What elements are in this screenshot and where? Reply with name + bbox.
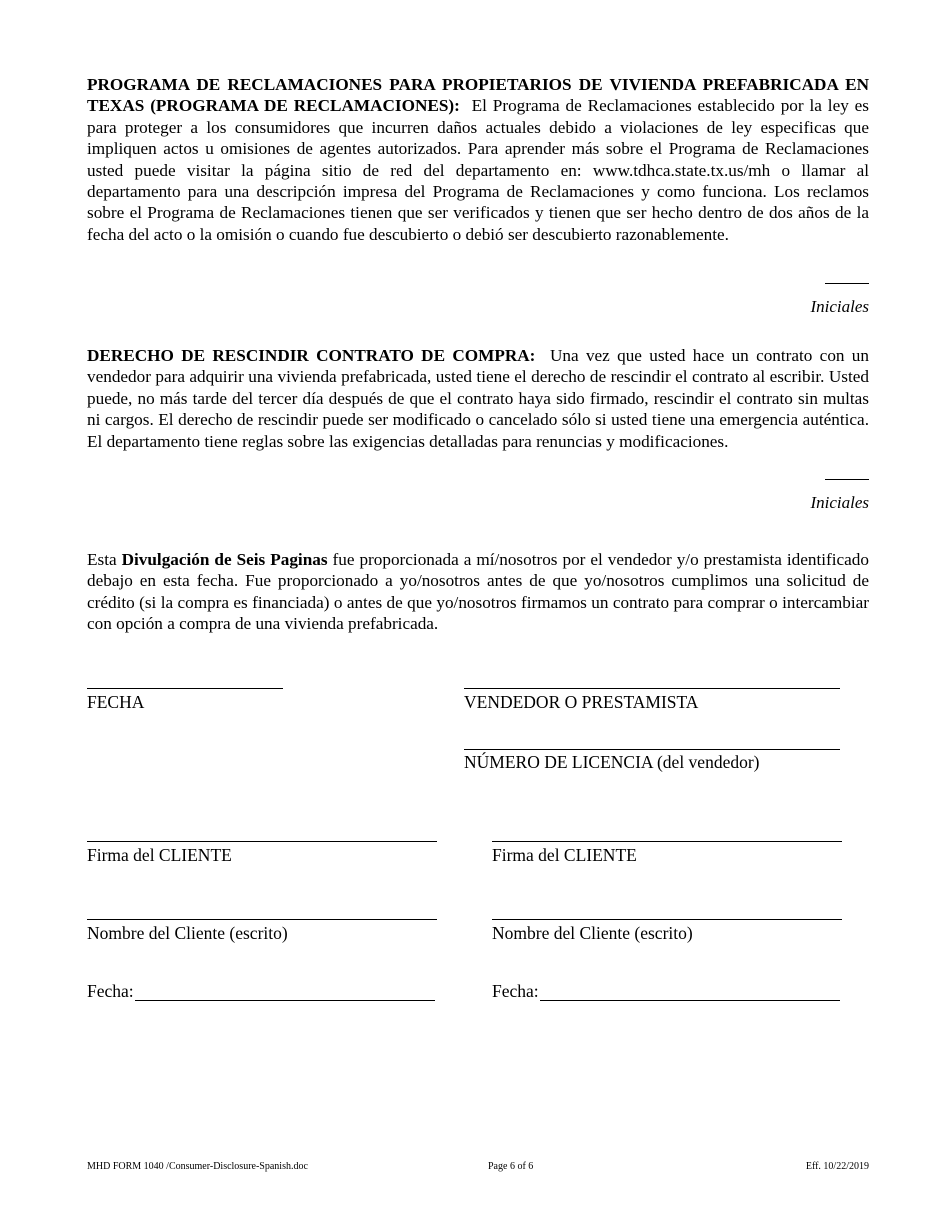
claims-program-body: El Programa de Reclamaciones establecido por la ley es para proteger a los consumidores que incurren daños actuales debido a violaciones de ley especificas que impliquen actos u omisiones de agentes autorizados. Para aprender más sobre el Programa de Reclamaciones usted puede visitar la página sitio de red del departamento en: www.tdhca.state.tx.us/mh o llamar al departamento para una descripción impresa del Programa de Reclamaciones y como funciona. Los reclamos sobre el Programa de Reclamaciones tienen que ser verificados y tienen que ser hecho dentro de dos años de la fecha del acto o la omisión o cuando fue descubierto o debió ser descubierto razonablemente. xyxy=(87,96,869,244)
initials-line-1 xyxy=(825,283,869,284)
rescind-heading: DERECHO DE RESCINDIR CONTRATO DE COMPRA: xyxy=(87,346,536,365)
rescind-body: Una vez que usted hace un contrato con un vendedor para adquirir una vivienda prefabricada, usted tiene el derecho de rescindir el contrato al escribir. Usted puede, no más tarde del tercer día después de que el contrato haya sido firmado, rescindir el contrato sin multas ni cargos. El derecho de rescindir puede ser modificado o cancelado sólo si usted tiene una emergencia auténtica. El departamento tiene reglas sobre las exigencias detalladas para renuncias y modificaciones. xyxy=(87,346,869,451)
fecha-label: FECHA xyxy=(87,692,145,712)
nombre-cliente-line-2[interactable] xyxy=(492,919,842,920)
claims-program-heading: PROGRAMA DE RECLAMACIONES PARA PROPIETARIOS DE VIVIENDA PREFABRICADA EN TEXAS (PROGRAMA DE RECLAMACIONES): xyxy=(87,75,869,116)
nombre-cliente-line-1[interactable] xyxy=(87,919,437,920)
vendedor-signature-line[interactable] xyxy=(464,688,840,689)
fecha-cliente-row-2 xyxy=(492,981,840,1001)
firma-cliente-line-2[interactable] xyxy=(492,841,842,842)
claims-program-paragraph xyxy=(87,74,869,245)
acknowledgement-prefix: Esta xyxy=(87,550,117,569)
firma-cliente-line-1[interactable] xyxy=(87,841,437,842)
acknowledgement-paragraph xyxy=(87,549,869,635)
acknowledgement-bold: Divulgación de Seis Paginas xyxy=(121,550,328,569)
fecha-cliente-label-2: Fecha: xyxy=(492,981,539,1001)
initials-label-1: Iniciales xyxy=(810,297,869,316)
footer-page-number: Page 6 of 6 xyxy=(488,1161,534,1172)
fecha-cliente-label-1: Fecha: xyxy=(87,981,134,1001)
fecha-signature-line[interactable] xyxy=(87,688,283,689)
initials-label-2: Iniciales xyxy=(810,493,869,512)
firma-cliente-label-2: Firma del CLIENTE xyxy=(492,845,637,865)
rescind-paragraph xyxy=(87,345,869,452)
footer-effective-date: Eff. 10/22/2019 xyxy=(805,1161,869,1172)
vendedor-label: VENDEDOR O PRESTAMISTA xyxy=(464,692,699,712)
acknowledgement-body: fue proporcionada a mí/nosotros por el vendedor y/o prestamista identificado debajo en esta fecha. Fue proporcionado a yo/nosotros antes de que yo/nosotros cumplimos una solicitud de crédito (si la compra es financiada) o antes de que yo/nosotros firmamos un contrato para comprar o intercambiar con opción a compra de una vivienda prefabricada. xyxy=(87,550,869,634)
licencia-label: NÚMERO DE LICENCIA (del vendedor) xyxy=(464,752,760,772)
fecha-cliente-row-1 xyxy=(87,981,435,1001)
nombre-cliente-label-1: Nombre del Cliente (escrito) xyxy=(87,923,288,943)
firma-cliente-label-1: Firma del CLIENTE xyxy=(87,845,232,865)
licencia-signature-line[interactable] xyxy=(464,749,840,750)
initials-line-2 xyxy=(825,479,869,480)
initials-field-1[interactable] xyxy=(809,283,869,317)
footer-form-id: MHD FORM 1040 /Consumer-Disclosure-Spanish.doc xyxy=(87,1161,308,1172)
initials-field-2[interactable] xyxy=(809,479,869,513)
nombre-cliente-label-2: Nombre del Cliente (escrito) xyxy=(492,923,693,943)
fecha-cliente-line-2[interactable] xyxy=(540,983,840,1001)
fecha-cliente-line-1[interactable] xyxy=(135,983,435,1001)
